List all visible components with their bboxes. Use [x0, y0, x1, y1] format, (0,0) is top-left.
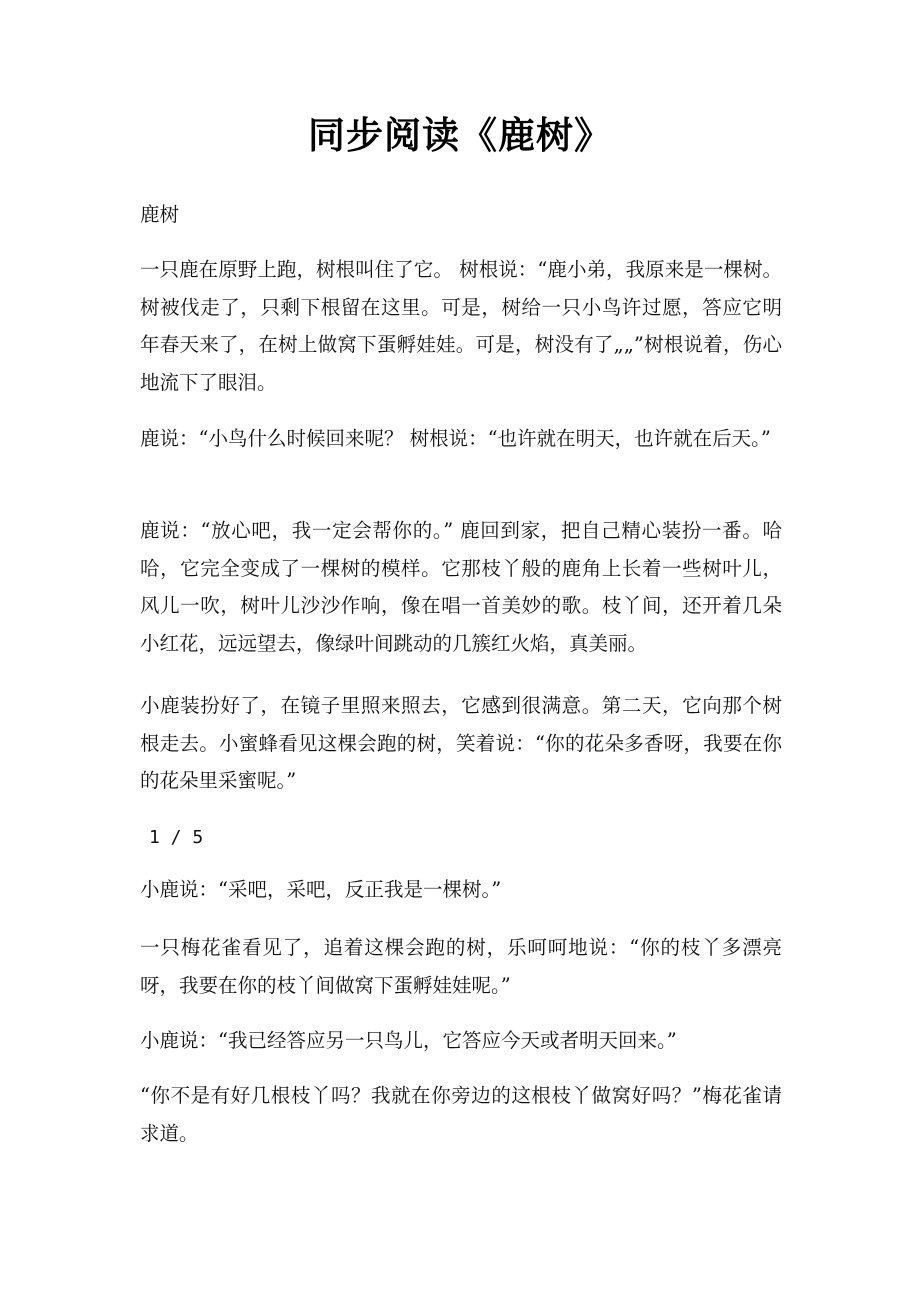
paragraph: 一只鹿在原野上跑，树根叫住了它。 树根说：“鹿小弟，我原来是一棵树。树被伐走了，只剩下根留在这里。可是，树给一只小鸟许过愿，答应它明年春天来了，在树上做窝下蛋孵娃娃。可是，树没有了„„”树根说着，伤心地流下了眼泪。 — [140, 258, 782, 394]
paragraph: 小鹿装扮好了，在镜子里照来照去，它感到很满意。第二天，它向那个树根走去。小蜜蜂看见这棵会跑的树，笑着说：“你的花朵多香呀，我要在你的花朵里采蜜呢。” — [140, 694, 782, 792]
paragraph: 小鹿说：“我已经答应另一只鸟儿，它答应今天或者明天回来。” — [140, 1029, 677, 1052]
paragraph: 一只梅花雀看见了，追着这棵会跑的树，乐呵呵地说：“你的枝丫多漂亮呀，我要在你的枝丫间做窝下蛋孵娃娃呢。” — [140, 936, 782, 997]
paragraph: 鹿说：“小鸟什么时候回来呢？ 树根说：“也许就在明天，也许就在后天。” — [140, 427, 771, 450]
paragraph: 鹿说：“放心吧，我一定会帮你的。” 鹿回到家，把自己精心装扮一番。哈哈，它完全变成了一棵树的模样。它那枝丫般的鹿角上长着一些树叶儿，风儿一吹，树叶儿沙沙作响，像在唱一首美妙的歌。枝丫间，还开着几朵小红花，远远望去，像绿叶间跳动的几簇红火焰，真美丽。 — [140, 519, 782, 655]
paragraph: 小鹿说：“采吧，采吧，反正我是一棵树。” — [140, 878, 502, 901]
document-title: 同步阅读《鹿树》 — [308, 114, 612, 157]
paragraph-heading: 鹿树 — [140, 203, 180, 226]
page-number: 1 / 5 — [149, 827, 204, 848]
paragraph: “你不是有好几根枝丫吗？我就在你旁边的这根枝丫做窝好吗？”梅花雀请求道。 — [140, 1084, 782, 1145]
